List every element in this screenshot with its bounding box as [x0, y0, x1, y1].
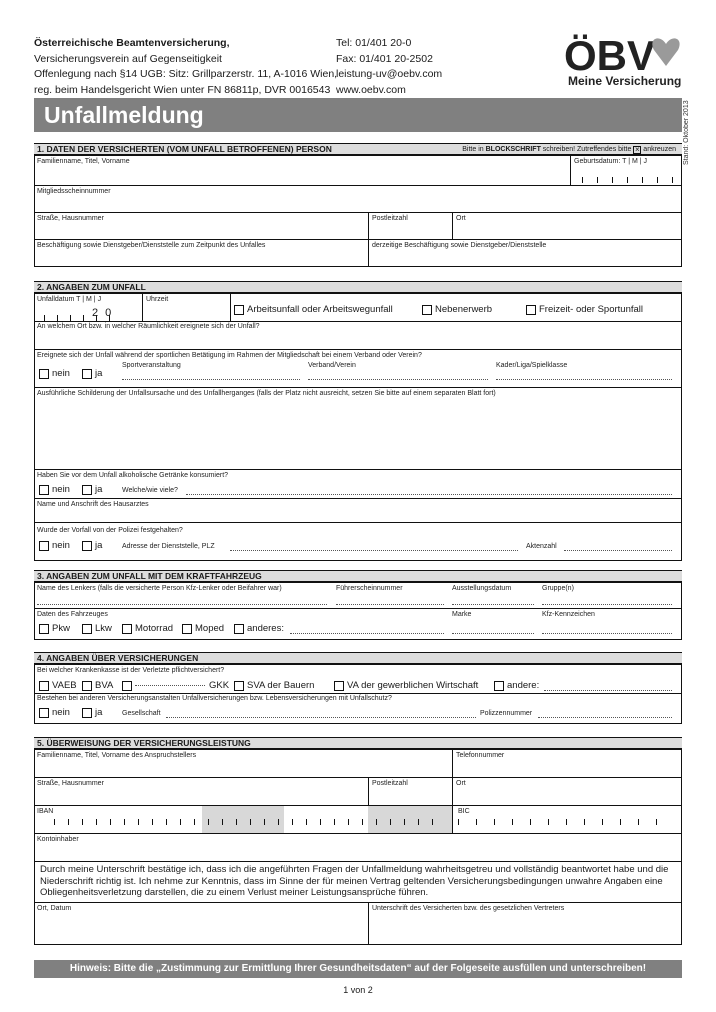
police-ja-checkbox[interactable] [82, 541, 92, 551]
plate-label: Kfz-Kennzeichen [542, 611, 595, 618]
andere-option[interactable] [494, 680, 539, 691]
verband-field[interactable] [308, 379, 488, 380]
anderes-label: anderes: [247, 623, 284, 634]
logo-tagline: Meine Versicherung [568, 74, 682, 88]
brand-label: Marke [452, 611, 472, 618]
job-label: Beschäftigung sowie Dienstgeber/Dienststelle zum Zeitpunkt des Unfalles [37, 242, 266, 249]
gkk-option[interactable] [122, 680, 229, 691]
doctor-label: Name und Anschrift des Hausarztes [37, 501, 149, 508]
logo-mark [562, 30, 686, 74]
anderes-field[interactable] [290, 633, 444, 634]
vagw-checkbox[interactable] [334, 681, 344, 691]
declaration-text: Durch meine Unterschrift bestätige ich, dass ich die angeführten Fragen der Unfallmeldung wahrheitsgetreu und vollständig beantwortet habe und die Niederschrift richtig ist. Ich nehme zur Kenntnis, dass im Sinne der für meinen Vertrag geltenden Versicherungsbedingungen unwahre Angaben eine Obliegenheitsverletzung darstellen, die zu einem Verlust meiner Leistungsansprüche führen. [40, 864, 669, 898]
freizeit-label: Freizeit- oder Sportunfall [539, 304, 644, 315]
freizeit-option[interactable] [526, 304, 643, 315]
section-2-header: 2. ANGABEN ZUM UNFALL [34, 281, 682, 293]
section-5-header: 5. ÜBERWEISUNG DER VERSICHERUNGSLEISTUNG [34, 737, 682, 749]
street-label: Straße, Hausnummer [37, 215, 104, 222]
license-field[interactable] [336, 604, 444, 605]
policy-no-label: Polizzennummer [480, 710, 533, 717]
police-ja-label: ja [95, 540, 103, 551]
alcohol-ja-option[interactable] [82, 484, 102, 495]
other-ja-label: ja [95, 707, 103, 718]
alcohol-nein-option[interactable] [39, 484, 70, 495]
sport-question: Ereignete sich der Unfall während der sportlichen Betätigung im Rahmen der Mitgliedschaft bei einem Verband oder Verein? [37, 352, 422, 359]
vaeb-checkbox[interactable] [39, 681, 49, 691]
gkk-field[interactable] [135, 685, 205, 686]
time-label: Uhrzeit [146, 296, 169, 303]
andere-label: andere: [507, 680, 540, 691]
policy-no-field[interactable] [538, 717, 672, 718]
svb-checkbox[interactable] [234, 681, 244, 691]
location-label: An welchem Ort bzw. in welcher Räumlichkeit ereignete sich der Unfall? [37, 323, 260, 330]
pkw-label: Pkw [52, 623, 70, 634]
which-field[interactable] [186, 494, 672, 495]
company-info [34, 36, 337, 98]
birthdate-label: Geburtsdatum: T | M | J [574, 158, 648, 165]
andere-field[interactable] [544, 690, 672, 691]
iban-label: IBAN [37, 808, 54, 815]
section-1-box [34, 155, 682, 267]
arbeitsunfall-option[interactable] [234, 304, 393, 315]
consent-note: Hinweis: Bitte die „Zustimmung zur Ermittlung Ihrer Gesundheitsdaten“ auf der Folgeseite ausfüllen und unterschreiben! [34, 960, 682, 978]
lkw-checkbox[interactable] [82, 624, 92, 634]
group-label: Gruppe(n) [542, 585, 574, 592]
anderes-checkbox[interactable] [234, 624, 244, 634]
sportevent-label: Sportveranstaltung [122, 362, 181, 369]
stand-date: Stand: Oktober 2013 [683, 100, 690, 165]
freizeit-checkbox[interactable] [526, 305, 536, 315]
pkw-option[interactable] [39, 623, 70, 634]
which-label: Welche/wie viele? [122, 487, 178, 494]
driver-field[interactable] [37, 604, 327, 605]
nebenerwerb-label: Nebenerwerb [435, 304, 493, 315]
page-number: 1 von 2 [343, 985, 373, 995]
other-insurance-question: Bestehen bei anderen Versicherungsanstalten Unfallversicherungen bzw. Lebensversicherungen mit Unfallschutz? [37, 695, 392, 702]
place-date-label: Ort, Datum [37, 905, 72, 912]
anderes-option[interactable] [234, 623, 284, 634]
nebenerwerb-option[interactable] [422, 304, 492, 315]
claimant-zip-label: Postleitzahl [372, 780, 408, 787]
driver-label: Name des Lenkers (falls die versicherte Person Kfz-Lenker oder Beifahrer war) [37, 585, 282, 592]
gkk-checkbox[interactable] [122, 681, 132, 691]
company-line3: Offenlegung nach §14 UGB: Sitz: Grillparzerstr. 11, A-1016 Wien, [34, 68, 338, 80]
section-2 [34, 281, 682, 561]
section-1-title: 1. DATEN DER VERSICHERTEN (VOM UNFALL BETROFFENEN) PERSON [37, 144, 332, 154]
hint-post: schreiben! Zutreffendes bitte [540, 146, 632, 153]
police-nein-label: nein [52, 540, 70, 551]
svb-option[interactable] [234, 680, 314, 691]
page-title: Unfallmeldung [34, 98, 682, 132]
health-insurer-question: Bei welcher Krankenkasse ist der Verletzte pflichtversichert? [37, 667, 225, 674]
blockschrift-hint [462, 144, 676, 155]
sport-ja-checkbox[interactable] [82, 369, 92, 379]
sport-nein-label: nein [52, 368, 70, 379]
other-ja-option[interactable] [82, 707, 102, 718]
crossed-box-icon: × [635, 145, 640, 154]
plate-field[interactable] [542, 633, 672, 634]
vagw-label: VA der gewerblichen Wirtschaft [347, 680, 479, 691]
sport-nein-option[interactable] [39, 368, 70, 379]
section-5-box [34, 749, 682, 945]
hint-bold: BLOCKSCHRIFT [485, 146, 541, 153]
svb-label: SVA der Bauern [247, 680, 315, 691]
name-label: Familienname, Titel, Vorname [37, 158, 130, 165]
brand-field[interactable] [452, 633, 534, 634]
kader-field[interactable] [496, 379, 672, 380]
other-nein-label: nein [52, 707, 70, 718]
andere-checkbox[interactable] [494, 681, 504, 691]
lkw-label: Lkw [95, 623, 112, 634]
sportevent-field[interactable] [122, 379, 300, 380]
pkw-checkbox[interactable] [39, 624, 49, 634]
issue-date-field[interactable] [452, 604, 534, 605]
hint-pre: Bitte in [462, 146, 486, 153]
license-label: Führerscheinnummer [336, 585, 403, 592]
fax: Fax: 01/401 20-2502 [336, 52, 433, 65]
member-no-label: Mitgliedsscheinnummer [37, 188, 111, 195]
police-address-field[interactable] [230, 550, 518, 551]
sport-ja-option[interactable] [82, 368, 102, 379]
phone-label: Telefonnummer [456, 752, 505, 759]
motorrad-option[interactable] [122, 623, 173, 634]
bic-label: BIC [458, 808, 470, 815]
alcohol-nein-label: nein [52, 484, 70, 495]
lkw-option[interactable] [82, 623, 112, 634]
sport-nein-checkbox[interactable] [39, 369, 49, 379]
tel: Tel: 01/401 20-0 [336, 37, 412, 49]
arbeitsunfall-label: Arbeitsunfall oder Arbeitswegunfall [247, 304, 393, 315]
alcohol-ja-label: ja [95, 484, 103, 495]
year-prefix: 2 0 [92, 307, 114, 319]
moped-option[interactable] [182, 623, 224, 634]
hint-end: ankreuzen [643, 146, 676, 153]
company-label: Gesellschaft [122, 710, 161, 717]
bic-field[interactable] [458, 819, 658, 825]
arbeitsunfall-checkbox[interactable] [234, 305, 244, 315]
issue-date-label: Ausstellungsdatum [452, 585, 512, 592]
company-field[interactable] [166, 717, 476, 718]
motorrad-label: Motorrad [135, 623, 174, 634]
motorrad-checkbox[interactable] [122, 624, 132, 634]
birthdate-field[interactable] [582, 177, 674, 183]
nebenerwerb-checkbox[interactable] [422, 305, 432, 315]
company-name: Österreichische Beamtenversicherung, [34, 37, 230, 49]
section-1 [34, 143, 682, 267]
vehicle-label: Daten des Fahrzeuges [37, 611, 108, 618]
police-nein-checkbox[interactable] [39, 541, 49, 551]
bva-checkbox[interactable] [82, 681, 92, 691]
moped-checkbox[interactable] [182, 624, 192, 634]
bva-option[interactable] [82, 680, 113, 691]
section-5 [34, 737, 682, 947]
signature-label: Unterschrift des Versicherten bzw. des gesetzlichen Vertreters [372, 905, 565, 912]
alcohol-question: Haben Sie vor dem Unfall alkoholische Getränke konsumiert? [37, 472, 229, 479]
moped-label: Moped [195, 623, 225, 634]
heart-icon [652, 38, 679, 66]
gkk-label: GKK [209, 680, 230, 691]
email: leistung-uv@oebv.com [336, 68, 443, 80]
section-3 [34, 570, 682, 640]
claimant-street-label: Straße, Hausnummer [37, 780, 104, 787]
logo-letters: ÖBV [564, 32, 656, 74]
zip-label: Postleitzahl [372, 215, 408, 222]
accident-date-label: Unfalldatum T | M | J [37, 296, 102, 303]
police-ja-option[interactable] [82, 540, 102, 551]
police-address-label: Adresse der Dienststelle, PLZ [122, 543, 215, 550]
job-current-label: derzeitige Beschäftigung sowie Dienstgeber/Dienststelle [372, 242, 547, 249]
bva-label: BVA [95, 680, 114, 691]
other-nein-option[interactable] [39, 707, 70, 718]
vaeb-option[interactable] [39, 680, 77, 691]
section-4-header: 4. ANGABEN ÜBER VERSICHERUNGEN [34, 652, 682, 664]
vaeb-label: VAEB [52, 680, 77, 691]
police-question: Wurde der Vorfall von der Polizei festgehalten? [37, 527, 183, 534]
section-1-header [34, 143, 682, 155]
alcohol-ja-checkbox[interactable] [82, 485, 92, 495]
city-label: Ort [456, 215, 466, 222]
section-4 [34, 652, 682, 724]
account-holder-label: Kontoinhaber [37, 836, 79, 843]
alcohol-nein-checkbox[interactable] [39, 485, 49, 495]
other-ja-checkbox[interactable] [82, 708, 92, 718]
vagw-option[interactable] [334, 680, 478, 691]
verband-label: Verband/Verein [308, 362, 356, 369]
company-line2: Versicherungsverein auf Gegenseitigkeit [34, 52, 222, 65]
file-no-field[interactable] [564, 550, 672, 551]
web: www.oebv.com [336, 83, 406, 96]
oebv-logo [562, 30, 686, 92]
description-label: Ausführliche Schilderung der Unfallsursache und des Unfallherganges (falls der Platz nicht ausreicht, setzen Sie bitte auf einem separaten Blatt fort) [37, 390, 496, 397]
other-nein-checkbox[interactable] [39, 708, 49, 718]
contact-info [336, 36, 442, 98]
claimant-name-label: Familienname, Titel, Vorname des Anspruchstellers [37, 752, 197, 759]
claimant-city-label: Ort [456, 780, 466, 787]
police-nein-option[interactable] [39, 540, 70, 551]
kader-label: Kader/Liga/Spielklasse [496, 362, 568, 369]
group-field[interactable] [542, 604, 672, 605]
file-no-label: Aktenzahl [526, 543, 557, 550]
section-2-box [34, 293, 682, 561]
company-line4: reg. beim Handelsgericht Wien unter FN 86811p, DVR 0016543 [34, 83, 331, 96]
section-3-header: 3. ANGABEN ZUM UNFALL MIT DEM KRAFTFAHRZEUG [34, 570, 682, 582]
sport-ja-label: ja [95, 368, 103, 379]
iban-field[interactable] [54, 819, 434, 825]
